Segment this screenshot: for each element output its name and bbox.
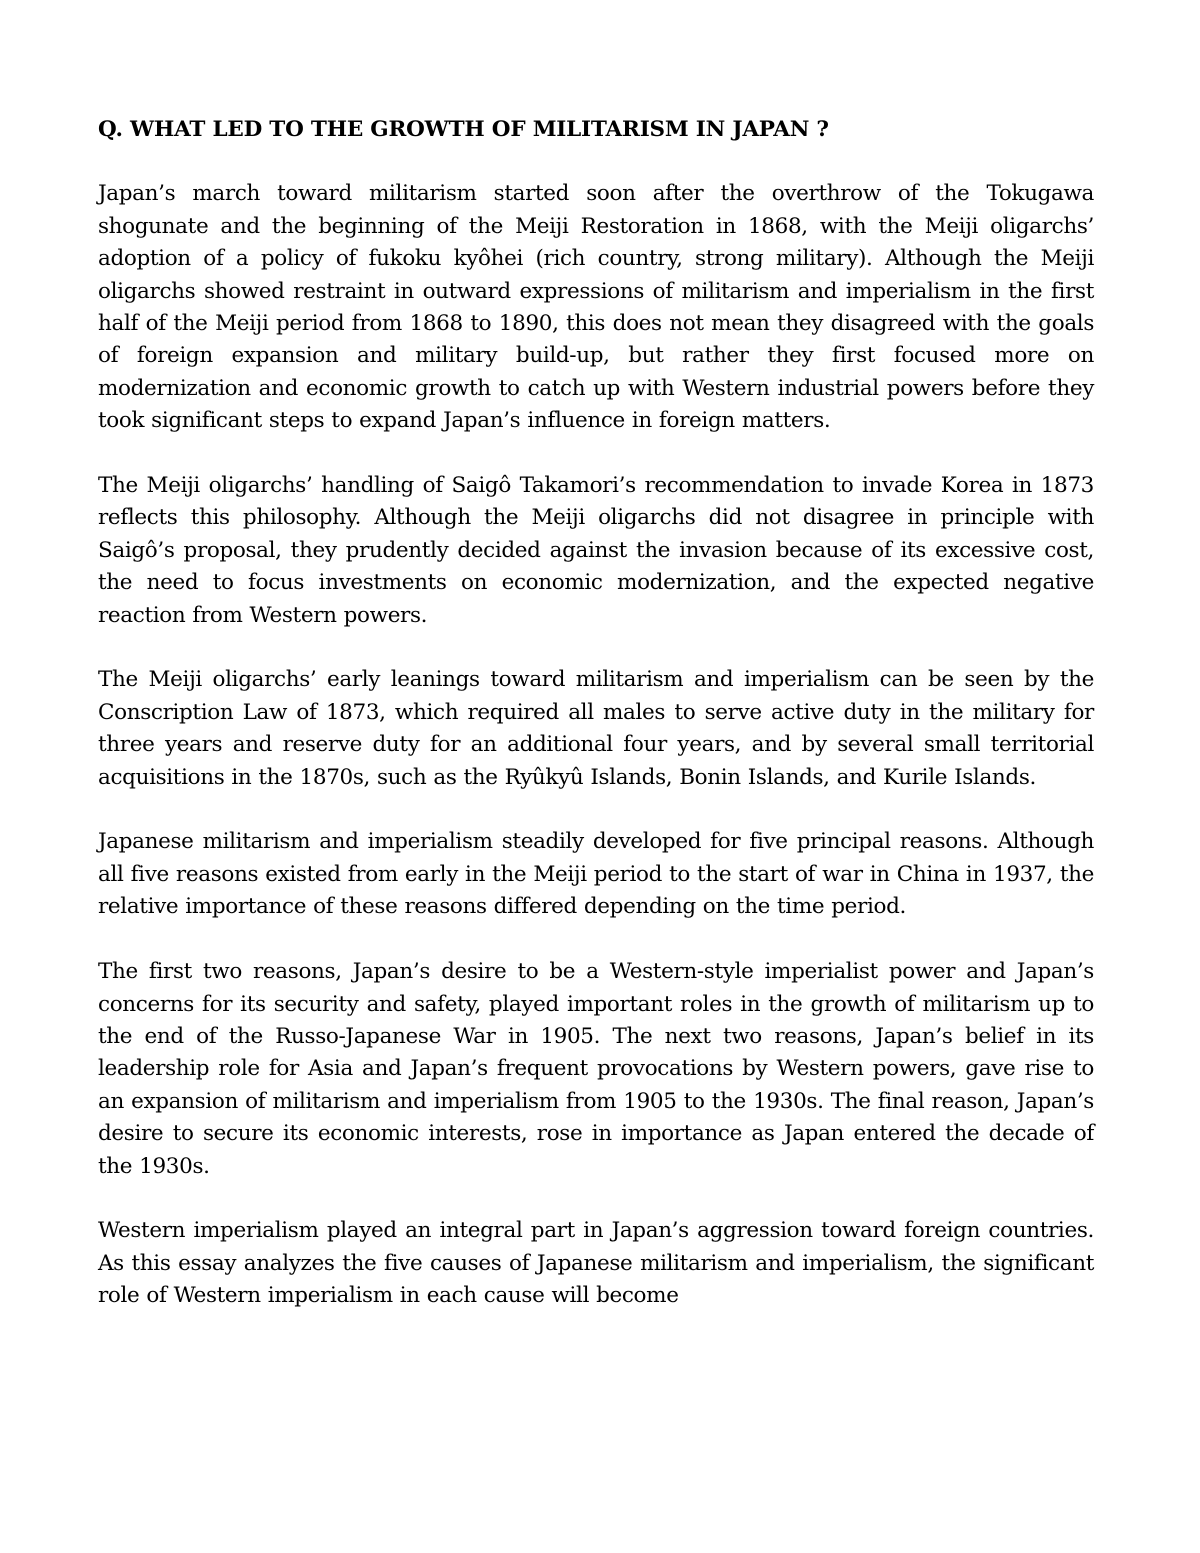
paragraph-5: The first two reasons, Japan’s desire to be a Western-style imperialist power and Japan’s concerns for its security and safety, played important roles in the growth of militarism up to the end of the Russo-Japanese War in 1905. The next two reasons, Japan’s belief in its leadership role for Asia and Japan’s frequent provocations by Western powers, gave rise to an expansion of militarism and imperialism from 1905 to the 1930s. The final reason, Japan’s desire to secure its economic interests, rose in importance as Japan entered the decade of the 1930s. [98, 959, 1094, 1179]
paragraph-1: Japan’s march toward militarism started soon after the overthrow of the Tokugawa shogunate and the beginning of the Meiji Restoration in 1868, with the Meiji oligarchs’ adoption of a policy of fukoku kyôhei (rich country, strong military). Although the Meiji oligarchs showed restraint in outward expressions of militarism and imperialism in the first half of the Meiji period from 1868 to 1890, this does not mean they disagreed with the goals of foreign expansion and military build-up, but rather they first focused more on modernization and economic growth to catch up with Western industrial powers before they took significant steps to expand Japan’s influence in foreign matters. [98, 181, 1094, 434]
paragraph-3: The Meiji oligarchs’ early leanings toward militarism and imperialism can be seen by the Conscription Law of 1873, which required all males to serve active duty in the military for three years and reserve duty for an additional four years, and by several small territorial acquisitions in the 1870s, such as the Ryûkyû Islands, Bonin Islands, and Kurile Islands. [98, 667, 1094, 790]
paragraph-2: The Meiji oligarchs’ handling of Saigô Takamori’s recommendation to invade Korea in 1873 reflects this philosophy. Although the Meiji oligarchs did not disagree in principle with Saigô’s proposal, they prudently decided against the invasion because of its excessive cost, the need to focus investments on economic modernization, and the expected negative reaction from Western powers. [98, 473, 1094, 628]
document-title: Q. WHAT LED TO THE GROWTH OF MILITARISM IN JAPAN ? [98, 117, 829, 142]
paragraph-6: Western imperialism played an integral part in Japan’s aggression toward foreign countries. As this essay analyzes the five causes of Japanese militarism and imperialism, the significant role of Western imperialism in each cause will become [98, 1218, 1094, 1309]
paragraph-4: Japanese militarism and imperialism steadily developed for five principal reasons. Although all five reasons existed from early in the Meiji period to the start of war in China in 1937, the relative importance of these reasons differed depending on the time period. [98, 829, 1094, 920]
document-body [98, 114, 1094, 1345]
